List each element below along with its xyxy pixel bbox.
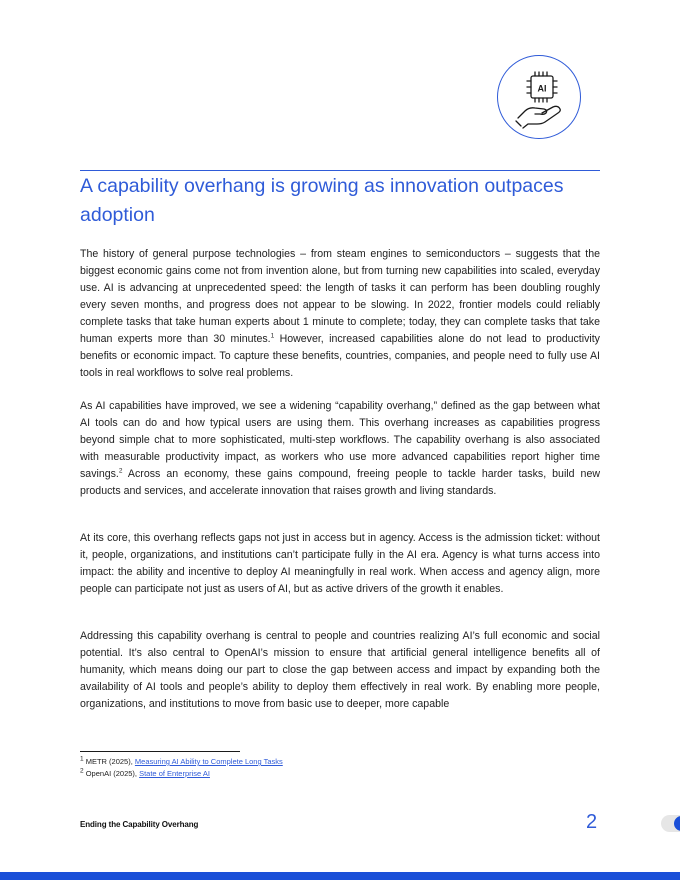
paragraph-1-text-b: However, increased capabilities alone do not lead to productivity benefits or economic impact. To capture these benefits, countries, companies, and people need to fully use AI tools in real workflows to solve real problems. (80, 333, 600, 379)
footnote-2-source: OpenAI (2025), (85, 769, 140, 778)
footer-document-title: Ending the Capability Overhang (80, 820, 199, 829)
footnote-ref-2[interactable]: 2 (118, 467, 123, 475)
body-paragraph-4: Addressing this capability overhang is central to people and countries realizing AI’s full economic and social potential. It’s also central to OpenAI’s mission to ensure that artificial general intelligence benefits all of humanity, which means doing our part to close the gap between access and impact by expanding both the availability of AI tools and people’s ability to deploy them effectively in real work. By enabling more people, organizations, and institutions to move from basic use to deeper, more capable (80, 630, 600, 710)
footnote-divider (80, 751, 240, 752)
toggle-knob[interactable] (674, 816, 680, 831)
footnote-1-number: 1 (80, 755, 84, 763)
paragraph-1-text-a: The history of general purpose technologies – from steam engines to semiconductors – suggests that the biggest economic gains come not from invention alone, but from turning new capabilities into scaled, everyday use. AI is advancing at unprecedented speed: the length of tasks it can perform has been doubling roughly every seven months, and progress does not appear to be slowing. In 2022, frontier models could reliably complete tasks that take human experts about 1 minute to complete; today, they can complete tasks that take human experts more than 30 minutes. (80, 248, 600, 345)
bottom-accent-bar (0, 872, 680, 880)
section-heading: A capability overhang is growing as innovation outpaces adoption (80, 175, 564, 226)
ai-chip-hand-icon (498, 56, 582, 140)
footnote-2-link[interactable]: State of Enterprise AI (139, 769, 210, 778)
viewer-toggle[interactable] (661, 815, 680, 832)
footnote-1-source: METR (2025), (85, 757, 135, 766)
footnote-2 (80, 768, 210, 779)
page-number: 2 (586, 811, 598, 833)
footnote-1-link[interactable]: Measuring AI Ability to Complete Long Tasks (134, 757, 283, 766)
footnote-ref-1[interactable]: 1 (270, 332, 275, 340)
footnote-2-number: 2 (80, 767, 84, 775)
ai-badge (497, 55, 581, 139)
ai-chip-label: AI (537, 83, 547, 94)
section-top-rule (80, 170, 600, 171)
body-paragraph-1 (80, 246, 600, 382)
body-paragraph-3: At its core, this overhang reflects gaps not just in access but in agency. Access is the admission ticket: without it, people, organizations, and institutions can’t participate fully in the AI era. Agency is what turns access into impact: the ability and incentive to deploy AI meaningfully in real work. When access and agency align, more people can participate not just as users of AI, but as active drivers of the growth it enables. (80, 532, 600, 595)
footnote-1 (80, 756, 283, 767)
paragraph-2-text-b: Across an economy, these gains compound, freeing people to tackle harder tasks, build new products and services, and accelerate innovation that raises growth and living standards. (80, 468, 600, 497)
paragraph-2-text-a: As AI capabilities have improved, we see a widening “capability overhang,” defined as the gap between what AI tools can do and how typical users are using them. This overhang increases as capabilities progress beyond simple chat to more sophisticated, multi-step workflows. The capability overhang is also associated with measurable productivity impact, as workers who use more advanced capabilities report higher time savings. (80, 400, 600, 480)
body-paragraph-2 (80, 398, 600, 500)
